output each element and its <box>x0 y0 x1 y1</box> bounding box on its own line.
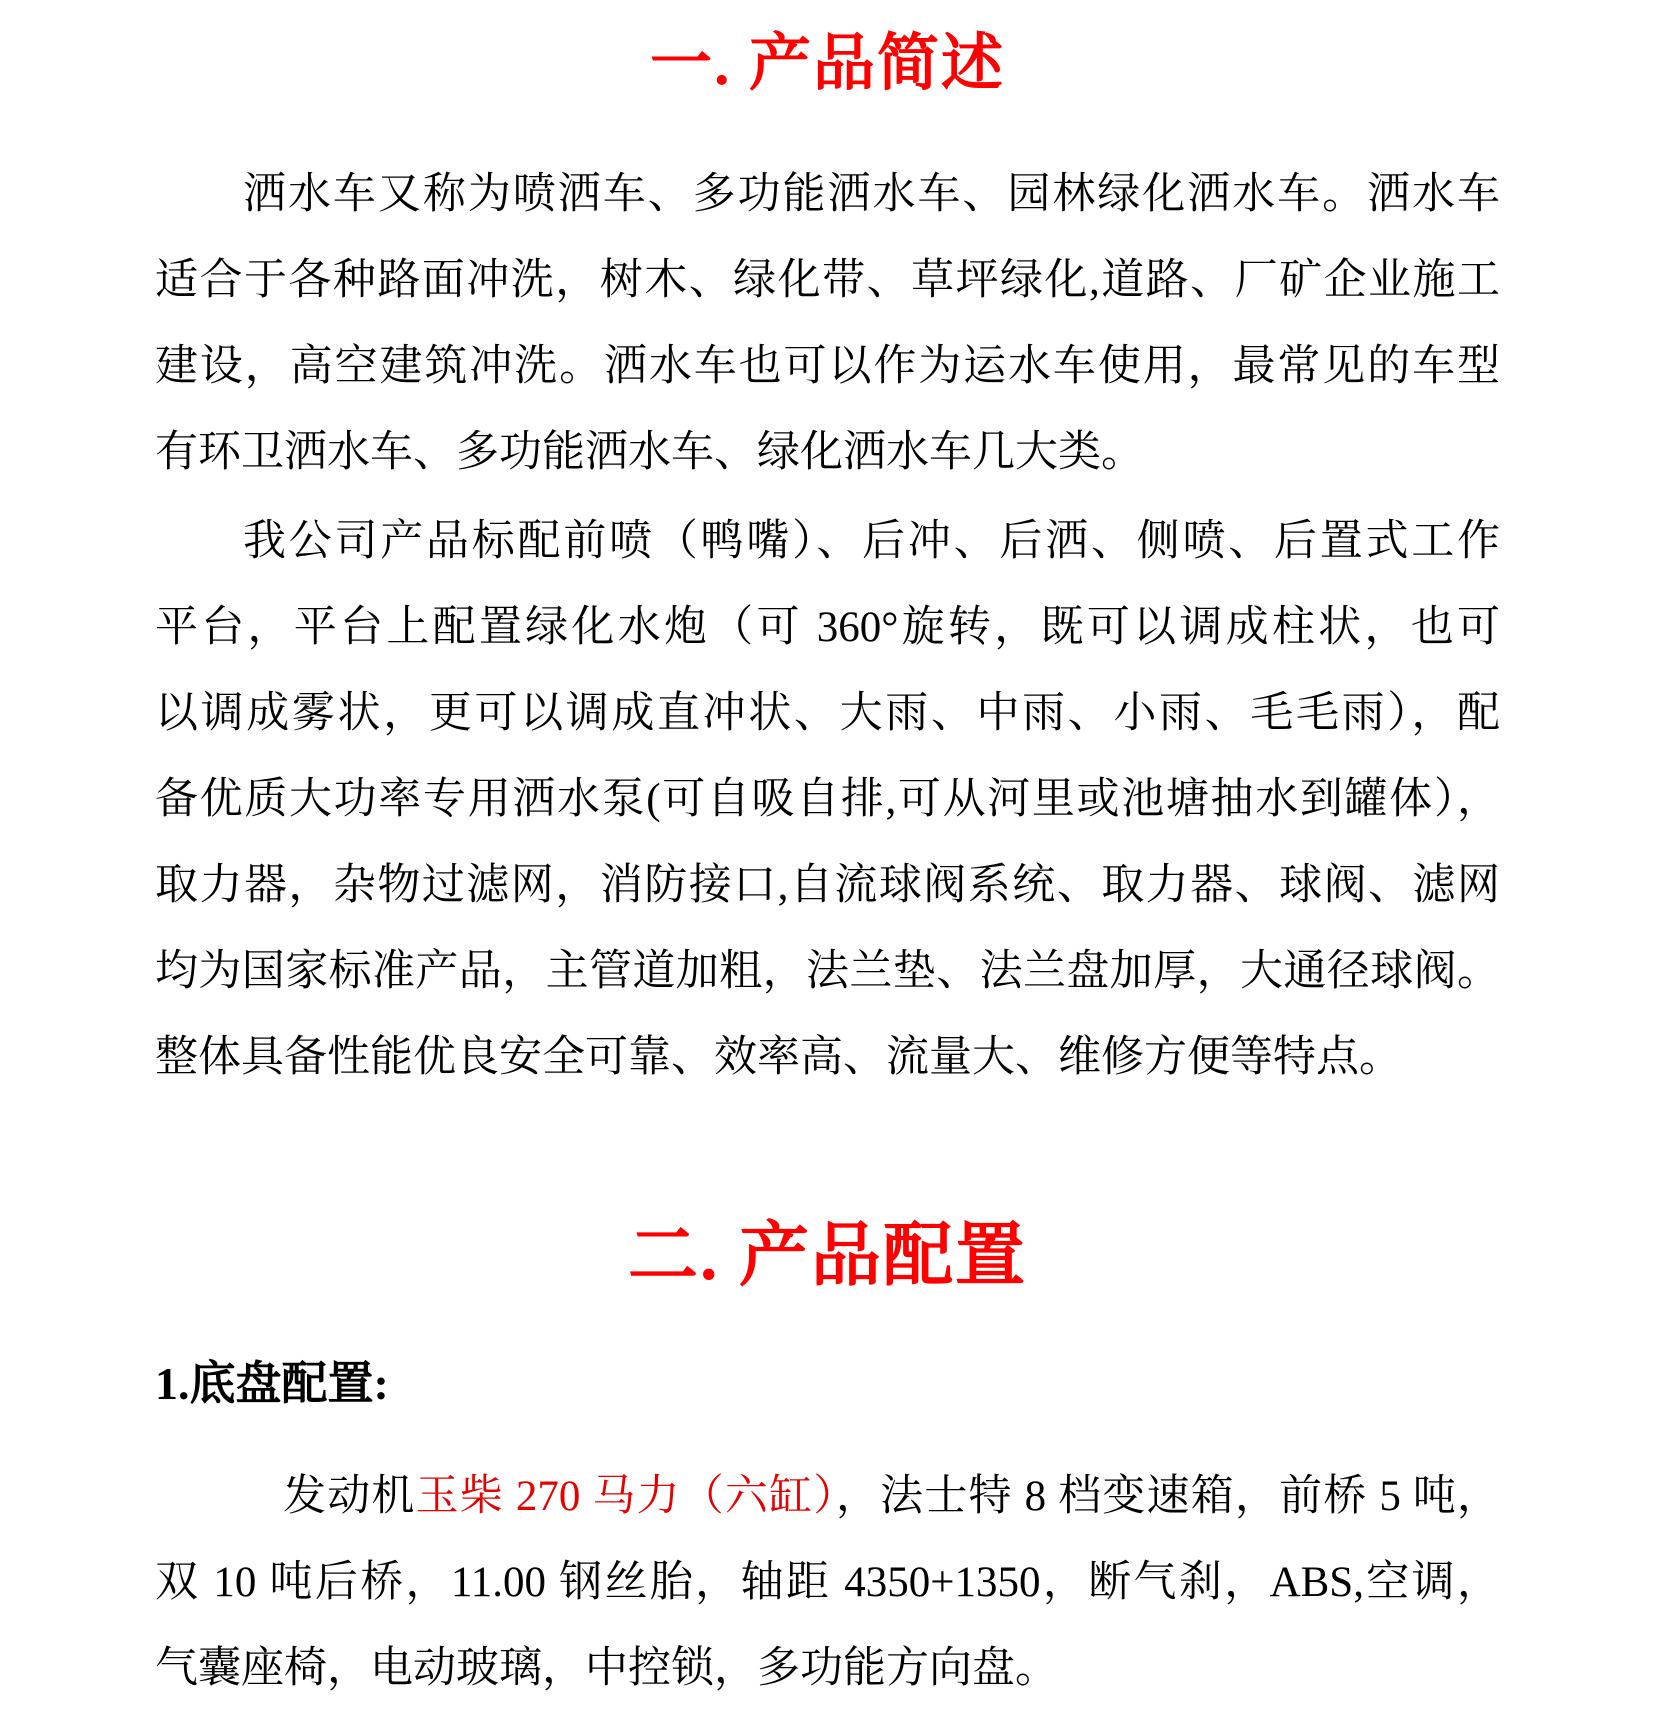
features-line-4: 备优质大功率专用洒水泵(可自吸自排,可从河里或池塘抽水到罐体）， <box>155 775 1500 823</box>
features-line-6: 均为国家标准产品，主管道加粗，法兰垫、法兰盘加厚，大通径球阀。 <box>155 947 1500 995</box>
intro-line-4: 有环卫洒水车、多功能洒水车、绿化洒水车几大类。 <box>155 428 1144 476</box>
chassis-line-1-prefix: 发动机 <box>283 1472 416 1520</box>
chassis-paragraph <box>155 1454 1500 1712</box>
intro-paragraph <box>155 152 1500 496</box>
section2-title: 二. 产品配置 <box>628 1217 1027 1295</box>
intro-line-3: 建设，高空建筑冲洗。洒水车也可以作为运水车使用，最常见的车型 <box>155 342 1500 390</box>
document-page <box>155 18 1500 1712</box>
intro-line-1: 洒水车又称为喷洒车、多功能洒水车、园林绿化洒水车。洒水车 <box>243 170 1500 218</box>
chassis-line-2: 双 10 吨后桥，11.00 钢丝胎，轴距 4350+1350，断气刹，ABS,空调， <box>155 1558 1500 1606</box>
features-line-3: 以调成雾状，更可以调成直冲状、大雨、中雨、小雨、毛毛雨），配 <box>155 689 1500 737</box>
chassis-subheading: 1.底盘配置: <box>155 1358 389 1410</box>
chassis-line-3: 气囊座椅，电动玻璃，中控锁，多功能方向盘。 <box>155 1644 1058 1692</box>
features-line-1: 我公司产品标配前喷（鸭嘴）、后冲、后洒、侧喷、后置式工作 <box>243 517 1500 565</box>
engine-highlight: 玉柴 270 马力（六缸） <box>415 1472 836 1520</box>
chassis-line-1 <box>155 1454 1500 1540</box>
features-line-2: 平台，平台上配置绿化水炮（可 360°旋转，既可以调成柱状，也可 <box>155 603 1500 651</box>
chassis-line-1-suffix: ，法士特 8 档变速箱，前桥 5 吨， <box>835 1472 1500 1520</box>
intro-line-2: 适合于各种路面冲洗，树木、绿化带、草坪绿化,道路、厂矿企业施工 <box>155 256 1500 304</box>
section1-title: 一. 产品简述 <box>649 30 1005 98</box>
features-paragraph <box>155 499 1500 1101</box>
features-line-7: 整体具备性能优良安全可靠、效率高、流量大、维修方便等特点。 <box>155 1033 1402 1081</box>
features-line-5: 取力器，杂物过滤网，消防接口,自流球阀系统、取力器、球阀、滤网 <box>155 861 1500 909</box>
